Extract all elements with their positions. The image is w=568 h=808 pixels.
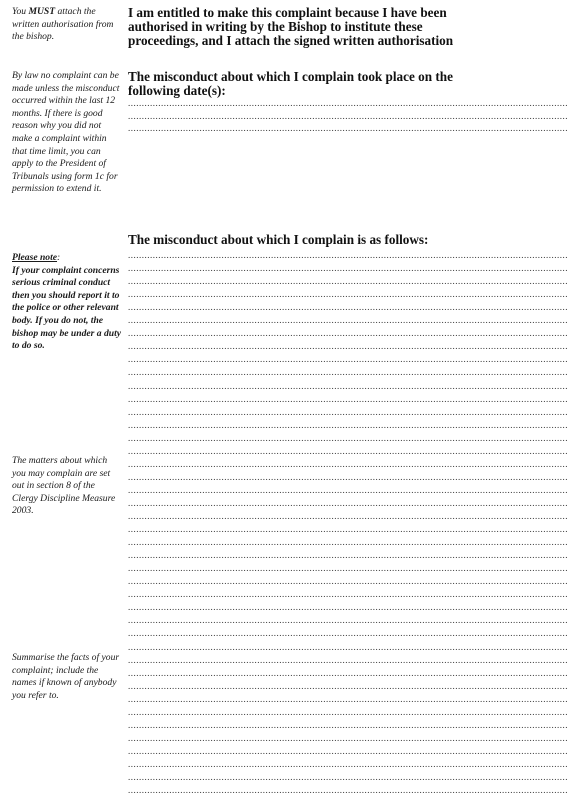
dotted-line-facts-40: ................................................................................................................................................................ [128, 758, 568, 769]
dotted-line-facts-8: ................................................................................................................................................................ [128, 341, 568, 352]
dotted-line-facts-21: ................................................................................................................................................................ [128, 511, 568, 521]
dotted-line-facts-25: ................................................................................................................................................................ [128, 563, 568, 574]
dotted-line-facts-15: ................................................................................................................................................................ [128, 432, 568, 443]
note-summarise: Summarise the facts of your complaint; include the names if known of anybody you refer to. [12, 652, 120, 701]
dotted-line-facts-39: ................................................................................................................................................................ [128, 745, 568, 756]
dotted-line-dates-3: ................................................................................................................................................................ [128, 123, 568, 133]
heading-facts: The misconduct about which I complain is as follows: [128, 232, 429, 247]
dotted-line-facts-23: ................................................................................................................................................................ [128, 537, 568, 548]
dotted-line-facts-5: ................................................................................................................................................................ [128, 302, 568, 313]
dotted-line-dates-1: ................................................................................................................................................................ [128, 98, 568, 108]
dotted-line-facts-1: ................................................................................................................................................................ [128, 250, 568, 260]
dotted-line-dates-2: ................................................................................................................................................................ [128, 110, 568, 121]
dotted-line-facts-13: ................................................................................................................................................................ [128, 406, 568, 417]
dotted-line-facts-34: ................................................................................................................................................................ [128, 680, 568, 691]
note-matters: The matters about which you may complain are set out in section 8 of the Clergy Discipline Measure 2003. [12, 455, 116, 517]
dotted-line-facts-4: ................................................................................................................................................................ [128, 289, 568, 300]
dotted-line-facts-42: ................................................................................................................................................................ [128, 785, 568, 796]
note-authorisation-pre: You [12, 6, 29, 17]
dotted-line-facts-27: ................................................................................................................................................................ [128, 589, 568, 600]
dotted-line-facts-17: ................................................................................................................................................................ [128, 458, 568, 469]
dotted-line-facts-30: ................................................................................................................................................................ [128, 628, 568, 639]
dotted-line-facts-29: ................................................................................................................................................................ [128, 615, 568, 626]
dotted-line-facts-2: ................................................................................................................................................................ [128, 263, 568, 274]
dotted-line-facts-26: ................................................................................................................................................................ [128, 576, 568, 587]
heading-dates: The misconduct about which I complain took place on the following date(s): [128, 69, 453, 99]
dotted-line-facts-33: ................................................................................................................................................................ [128, 667, 568, 678]
dotted-line-facts-41: ................................................................................................................................................................ [128, 772, 568, 782]
dotted-line-facts-22: ................................................................................................................................................................ [128, 524, 568, 535]
note-authorisation [12, 6, 122, 44]
note-time-limit: By law no complaint can be made unless the misconduct occurred within the last 12 months. If there is good reason why you did not make a complaint within that time limit, you can apply to the President of Tribunals using form 1c for permission to extend it. [12, 70, 120, 195]
dotted-line-facts-36: ................................................................................................................................................................ [128, 706, 568, 717]
dotted-line-facts-14: ................................................................................................................................................................ [128, 419, 568, 430]
note-must-emphasis: MUST [28, 6, 56, 17]
dotted-line-facts-20: ................................................................................................................................................................ [128, 497, 568, 508]
note-criminal-colon: : [57, 252, 61, 263]
dotted-line-facts-6: ................................................................................................................................................................ [128, 315, 568, 326]
dotted-line-facts-31: ................................................................................................................................................................ [128, 641, 568, 652]
note-criminal-body: If your complaint concerns serious criminal conduct then you should report it to the police or other relevant body. If you do not, the bishop may be under a duty to do so. [12, 264, 122, 352]
dotted-line-facts-37: ................................................................................................................................................................ [128, 719, 568, 730]
dotted-line-facts-10: ................................................................................................................................................................ [128, 367, 568, 378]
note-criminal-conduct [12, 252, 122, 353]
dotted-line-facts-16: ................................................................................................................................................................ [128, 445, 568, 456]
dotted-line-facts-12: ................................................................................................................................................................ [128, 393, 568, 404]
dotted-line-facts-7: ................................................................................................................................................................ [128, 328, 568, 339]
dotted-line-facts-28: ................................................................................................................................................................ [128, 602, 568, 613]
dotted-line-facts-19: ................................................................................................................................................................ [128, 484, 568, 495]
dotted-line-facts-32: ................................................................................................................................................................ [128, 654, 568, 665]
note-criminal-header: Please note [12, 252, 58, 263]
note-authorisation-post: attach the written authorisation from the bishop. [12, 6, 114, 43]
dotted-line-facts-18: ................................................................................................................................................................ [128, 471, 568, 482]
dotted-line-facts-24: ................................................................................................................................................................ [128, 550, 568, 561]
dotted-line-facts-3: ................................................................................................................................................................ [128, 276, 568, 287]
dotted-line-facts-9: ................................................................................................................................................................ [128, 354, 568, 365]
dotted-line-facts-11: ................................................................................................................................................................ [128, 380, 568, 391]
dotted-line-facts-35: ................................................................................................................................................................ [128, 693, 568, 704]
heading-entitled: I am entitled to make this complaint because I have been authorised in writing by the Bishop to institute these proceedings, and I attach the signed written authorisation [128, 5, 454, 49]
dotted-line-facts-38: ................................................................................................................................................................ [128, 732, 568, 743]
